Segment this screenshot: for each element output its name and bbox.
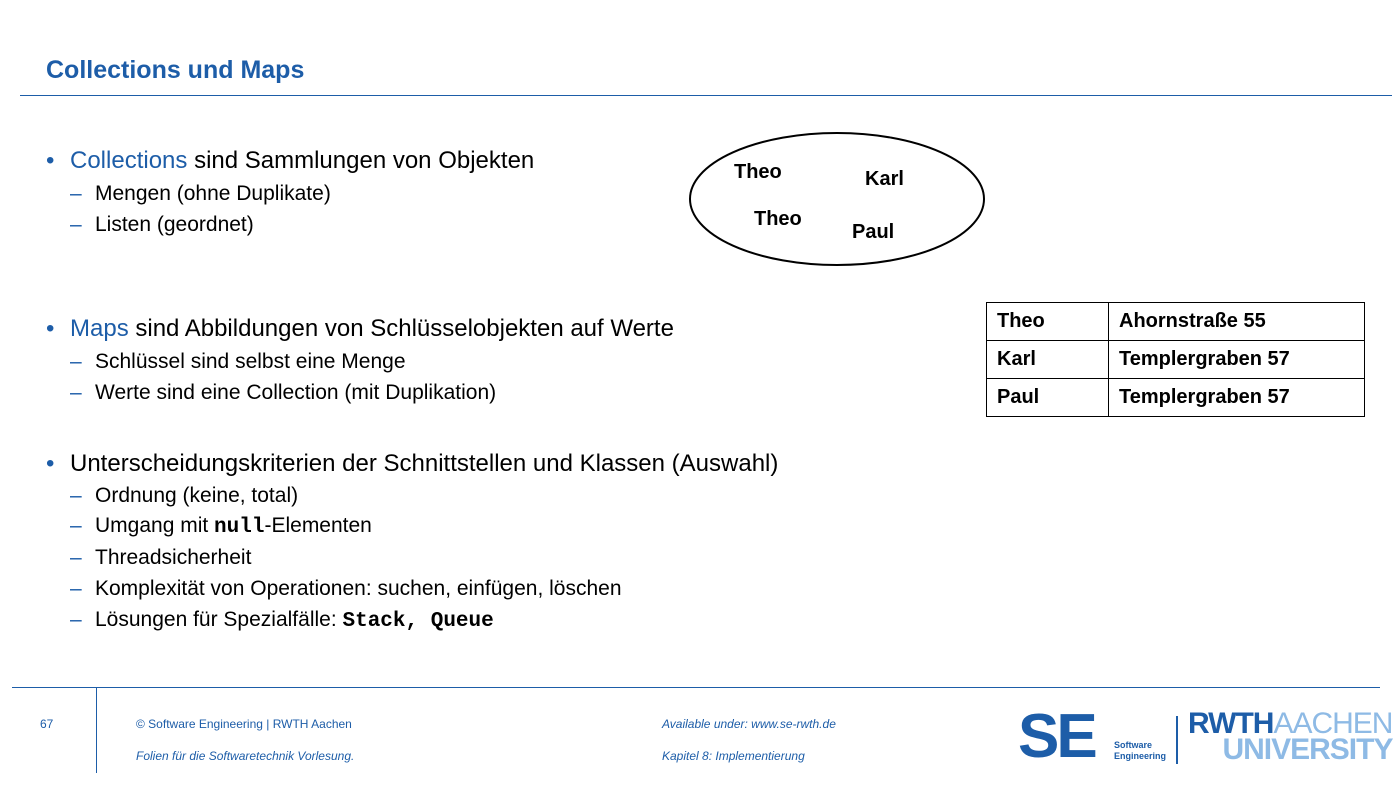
sub-bullet-text: Threadsicherheit (95, 546, 252, 569)
se-logo-line: Software (1114, 740, 1153, 750)
map-key: Paul (987, 379, 1109, 417)
sub-bullet (70, 514, 372, 539)
sub-bullet (70, 484, 298, 508)
sub-bullet-text: -Elementen (264, 514, 372, 537)
page-number: 67 (40, 717, 54, 731)
dash-icon: – (70, 381, 82, 404)
code-null: null (214, 516, 265, 539)
sub-bullet-text: Werte sind eine Collection (mit Duplikation) (95, 381, 497, 404)
dash-icon: – (70, 213, 82, 236)
collection-element: Theo (754, 208, 802, 230)
dash-icon: – (70, 546, 82, 569)
sub-bullet (70, 577, 622, 601)
slide-title: Collections und Maps (46, 56, 305, 84)
se-logo-text (1114, 740, 1166, 762)
rwth-logo (1188, 707, 1393, 766)
rwth-logo-line: UNIVERSITY (1222, 733, 1393, 766)
rwth-logo-part: AACHEN (1273, 707, 1393, 740)
table-row (987, 341, 1365, 379)
bullet-dot-icon: • (46, 315, 55, 342)
logo-separator (1176, 716, 1178, 764)
bullet-text: sind Sammlungen von Objekten (194, 147, 535, 174)
map-value: Templergraben 57 (1109, 341, 1365, 379)
sub-bullet (70, 213, 254, 237)
bullet-dot-icon: • (46, 450, 55, 477)
sub-bullet-text: Umgang mit (95, 514, 215, 537)
footer-divider (12, 687, 1380, 688)
map-value: Ahornstraße 55 (1109, 303, 1365, 341)
dash-icon: – (70, 484, 82, 507)
title-divider (20, 95, 1392, 96)
sub-bullet-text: Mengen (ohne Duplikate) (95, 182, 331, 205)
bullet-highlight: Maps (70, 315, 129, 342)
table-row (987, 303, 1365, 341)
bullet-collections (46, 147, 534, 175)
map-key: Theo (987, 303, 1109, 341)
map-value: Templergraben 57 (1109, 379, 1365, 417)
dash-icon: – (70, 577, 82, 600)
bullet-dot-icon: • (46, 147, 55, 174)
dash-icon: – (70, 350, 82, 373)
sub-bullet-text: Schlüssel sind selbst eine Menge (95, 350, 406, 373)
bullet-maps (46, 315, 674, 343)
map-table (986, 302, 1365, 417)
collection-element: Karl (865, 168, 904, 190)
sub-bullet (70, 182, 331, 206)
dash-icon: – (70, 608, 82, 631)
sub-bullet-text: Lösungen für Spezialfälle: (95, 608, 343, 631)
map-key: Karl (987, 341, 1109, 379)
footer-available: Available under: www.se-rwth.de (662, 717, 836, 731)
sub-bullet (70, 608, 494, 633)
bullet-criteria (46, 450, 778, 478)
code-stack-queue: Stack, Queue (342, 610, 494, 633)
footer-chapter: Kapitel 8: Implementierung (662, 749, 805, 763)
se-logo-letters: SE (1018, 702, 1095, 771)
bullet-highlight: Collections (70, 147, 188, 174)
bullet-text: Unterscheidungskriterien der Schnittstellen und Klassen (Auswahl) (70, 450, 779, 477)
sub-bullet (70, 350, 406, 374)
collection-element: Theo (734, 161, 782, 183)
sub-bullet-text: Listen (geordnet) (95, 213, 254, 236)
rwth-logo-part: RWTH (1188, 707, 1274, 740)
sub-bullet (70, 381, 496, 405)
footer-copyright: © Software Engineering | RWTH Aachen (136, 717, 352, 731)
footer-course: Folien für die Softwaretechnik Vorlesung. (136, 749, 355, 763)
collection-diagram (688, 130, 988, 268)
se-logo-line: Engineering (1114, 751, 1167, 761)
sub-bullet (70, 546, 251, 570)
dash-icon: – (70, 182, 82, 205)
footer-vertical-divider (96, 687, 97, 773)
ellipse-shape (688, 130, 988, 268)
table-row (987, 379, 1365, 417)
collection-element: Paul (852, 221, 895, 243)
bullet-text: sind Abbildungen von Schlüsselobjekten auf Werte (135, 315, 674, 342)
sub-bullet-text: Komplexität von Operationen: suchen, einfügen, löschen (95, 577, 622, 600)
sub-bullet-text: Ordnung (keine, total) (95, 484, 299, 507)
dash-icon: – (70, 514, 82, 537)
